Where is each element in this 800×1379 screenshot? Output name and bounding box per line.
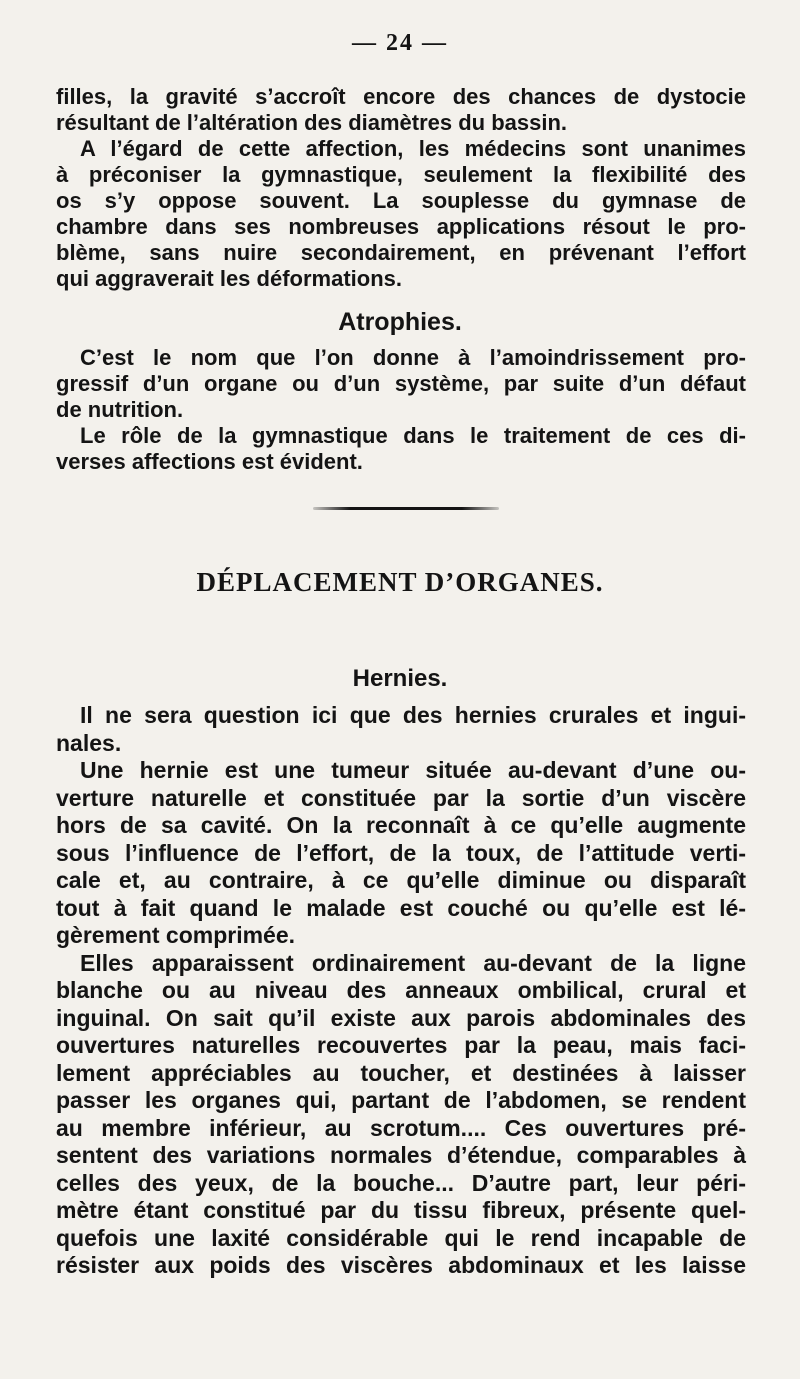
text-line: quefois une laxité considérable qui le rend incapable de — [56, 1224, 746, 1251]
text-line: verses affections est évident. — [56, 449, 363, 474]
text-line: filles, la gravité s’accroît encore des chances de dystocie — [56, 84, 746, 109]
text-line: gèrement comprimée. — [56, 922, 296, 948]
text-line: ouvertures naturelles recouvertes par la peau, mais faci- — [56, 1032, 746, 1058]
text-line: verture naturelle et constituée par la sortie d’un viscère — [56, 784, 746, 811]
text-line: C’est le nom que l’on donne à l’amoindrissement pro- — [80, 345, 746, 370]
text-line: blanche ou au niveau des anneaux ombilical, crural et — [56, 977, 746, 1003]
heading-atrophies: Atrophies. — [338, 308, 462, 336]
text-line: blème, sans nuire secondairement, en prévenant l’effort — [56, 240, 746, 265]
text-line: gressif d’un organe ou d’un système, par suite d’un défaut — [56, 371, 746, 396]
section-divider — [313, 507, 499, 510]
text-line: os s’y oppose souvent. La souplesse du gymnase de — [56, 188, 746, 213]
page-number: — 24 — — [352, 30, 448, 56]
text-line: cale et, au contraire, à ce qu’elle diminue ou disparaît — [56, 867, 746, 893]
text-line: lement appréciables au toucher, et destinées à laisser — [56, 1059, 746, 1086]
text-line: résister aux poids des viscères abdominaux et les laisse — [56, 1252, 746, 1278]
text-line: chambre dans ses nombreuses applications résout le pro- — [56, 214, 746, 239]
text-line: de nutrition. — [56, 397, 184, 422]
paragraph-block-hernies — [56, 702, 746, 1280]
text-line: Le rôle de la gymnastique dans le traitement de ces di- — [80, 423, 746, 448]
text-line: à préconiser la gymnastique, seulement la flexibilité des — [56, 162, 746, 187]
section-title: DÉPLACEMENT D’ORGANES. — [196, 567, 604, 597]
text-line: hors de sa cavité. On la reconnaît à ce qu’elle augmente — [56, 812, 746, 838]
text-line: résultant de l’altération des diamètres du bassin. — [56, 110, 568, 135]
text-line: tout à fait quand le malade est couché ou qu’elle est lé- — [56, 894, 746, 921]
text-line: sentent des variations normales d’étendue, comparables à — [56, 1142, 746, 1168]
text-line: qui aggraverait les déformations. — [56, 266, 402, 291]
text-line: celles des yeux, de la bouche... D’autre part, leur péri- — [56, 1169, 746, 1196]
text-line: A l’égard de cette affection, les médecins sont unanimes — [80, 136, 746, 161]
text-line: Une hernie est une tumeur située au-devant d’une ou- — [80, 757, 746, 783]
heading-hernies: Hernies. — [352, 665, 448, 692]
text-line: mètre étant constitué par du tissu fibreux, présente quel- — [56, 1197, 746, 1223]
text-line: au membre inférieur, au scrotum.... Ces ouvertures pré- — [56, 1114, 746, 1141]
text-line: nales. — [56, 729, 122, 756]
paragraph-block-atrophies — [56, 345, 746, 475]
paragraph-block-intro — [56, 84, 746, 292]
text-line: Il ne sera question ici que des hernies crurales et ingui- — [80, 702, 746, 728]
text-line: Elles apparaissent ordinairement au-devant de la ligne — [80, 949, 746, 976]
text-line: sous l’influence de l’effort, de la toux, de l’attitude verti- — [56, 839, 746, 866]
text-line: passer les organes qui, partant de l’abdomen, se rendent — [56, 1087, 746, 1113]
text-line: inguinal. On sait qu’il existe aux parois abdominales des — [56, 1004, 746, 1031]
